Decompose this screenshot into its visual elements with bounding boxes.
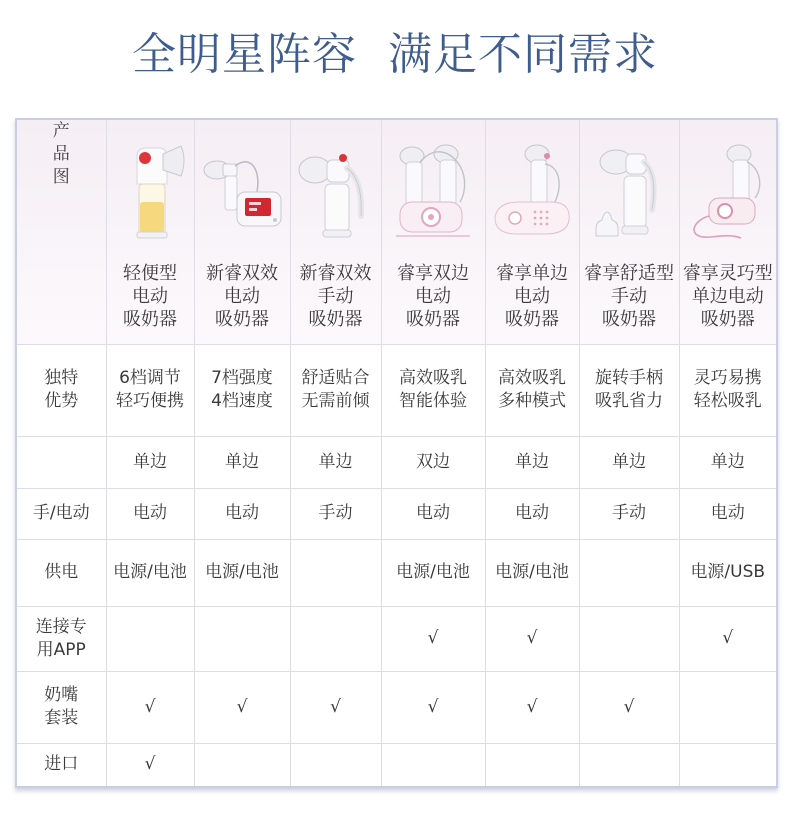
advantage-line: 高效吸乳 <box>498 368 566 388</box>
product-name-line: 电动 <box>415 286 451 307</box>
single-electric-breast-pump-icon <box>489 140 575 244</box>
side-type-cell: 单边 <box>106 436 194 488</box>
product-column-2 <box>194 120 290 344</box>
product-name-line: 电动 <box>514 286 550 307</box>
advantage-line: 轻巧便携 <box>116 391 184 411</box>
power-supply-cell: 电源/电池 <box>381 539 485 606</box>
product-name-line: 睿享舒适型 <box>584 263 674 284</box>
product-name-line: 单边电动 <box>691 286 764 307</box>
product-name-line: 电动 <box>224 286 260 307</box>
row-label-line: 用APP <box>36 639 86 660</box>
app-connect-cell <box>290 606 381 671</box>
power-supply-cell: 电源/电池 <box>485 539 579 606</box>
check-mark: √ <box>485 606 579 671</box>
advantage-line: 4档速度 <box>211 391 273 411</box>
imported-cell <box>485 743 579 786</box>
check-mark: √ <box>381 606 485 671</box>
advantage-line: 旋转手柄 <box>595 368 663 388</box>
imported-cell <box>194 743 290 786</box>
row-label-product-image <box>17 120 106 344</box>
advantage-cell <box>679 344 776 436</box>
lightweight-electric-breast-pump-icon <box>107 140 193 244</box>
product-name <box>382 262 485 331</box>
dual-effect-manual-breast-pump-icon <box>293 140 379 244</box>
product-name-line: 吸奶器 <box>505 309 559 330</box>
product-column-6 <box>579 120 679 344</box>
power-supply-cell: 电源/USB <box>679 539 776 606</box>
imported-cell <box>290 743 381 786</box>
drive-type-cell: 电动 <box>194 488 290 539</box>
product-name-line: 睿享单边 <box>496 263 568 284</box>
product-name-line: 手动 <box>317 286 354 307</box>
check-mark: √ <box>381 671 485 743</box>
imported-row <box>17 743 776 786</box>
product-name-line: 吸奶器 <box>602 309 656 330</box>
check-mark: √ <box>106 743 194 786</box>
product-name-line: 吸奶器 <box>123 309 177 330</box>
check-mark: √ <box>106 671 194 743</box>
product-name <box>195 262 290 331</box>
product-column-7 <box>679 120 776 344</box>
product-column-5 <box>485 120 579 344</box>
nipple-set-row <box>17 671 776 743</box>
row-label-power-supply <box>17 539 106 606</box>
row-label-imported <box>17 743 106 786</box>
imported-cell <box>679 743 776 786</box>
product-name-line: 手动 <box>611 286 647 307</box>
product-column-1 <box>106 120 194 344</box>
product-name <box>291 262 381 331</box>
imported-cell <box>579 743 679 786</box>
row-label-line: 图 <box>52 167 70 187</box>
row-label-line: 产 <box>52 121 70 141</box>
drive-type-cell: 手动 <box>579 488 679 539</box>
product-name-line: 吸奶器 <box>308 309 363 330</box>
row-label-line: 套装 <box>44 708 79 728</box>
advantage-cell <box>106 344 194 436</box>
dual-effect-electric-breast-pump-icon <box>199 140 285 244</box>
app-connect-cell <box>579 606 679 671</box>
side-type-cell: 双边 <box>381 436 485 488</box>
product-name <box>680 262 777 331</box>
side-type-cell: 单边 <box>485 436 579 488</box>
comparison-table <box>17 120 776 786</box>
comfort-manual-breast-pump-icon <box>586 140 672 244</box>
advantage-line: 7档强度 <box>211 368 273 388</box>
page-title: 全明星阵容 满足不同需求 <box>132 29 658 80</box>
advantage-cell <box>290 344 381 436</box>
drive-type-row <box>17 488 776 539</box>
row-label-nipple-set <box>17 671 106 743</box>
advantage-line: 舒适贴合 <box>301 368 370 388</box>
product-image-row <box>17 120 776 344</box>
power-supply-cell <box>290 539 381 606</box>
app-connect-cell <box>106 606 194 671</box>
product-name <box>580 262 679 331</box>
row-label-line: 品 <box>52 144 70 164</box>
app-connect-cell <box>194 606 290 671</box>
advantage-cell <box>579 344 679 436</box>
check-mark: √ <box>679 606 776 671</box>
product-name-line: 电动 <box>132 286 168 307</box>
row-label-drive-type <box>17 488 106 539</box>
row-label-advantage <box>17 344 106 436</box>
advantage-line: 吸乳省力 <box>595 391 663 411</box>
side-type-cell: 单边 <box>579 436 679 488</box>
side-type-row <box>17 436 776 488</box>
product-name <box>107 262 194 331</box>
comparison-table-frame <box>15 118 778 788</box>
drive-type-cell: 电动 <box>679 488 776 539</box>
side-type-cell: 单边 <box>194 436 290 488</box>
row-label-line: 奶嘴 <box>44 685 79 705</box>
power-supply-cell: 电源/电池 <box>106 539 194 606</box>
advantage-line: 灵巧易携 <box>693 368 762 388</box>
advantage-line: 轻松吸乳 <box>693 391 762 411</box>
check-mark: √ <box>485 671 579 743</box>
product-name-line: 新睿双效 <box>299 263 372 284</box>
row-label-app-connect <box>17 606 106 671</box>
product-name-line: 睿享灵巧型 <box>682 263 773 284</box>
check-mark: √ <box>194 671 290 743</box>
product-name-line: 吸奶器 <box>700 309 755 330</box>
advantage-cell <box>485 344 579 436</box>
advantage-line: 多种模式 <box>498 391 566 411</box>
product-name-line: 轻便型 <box>123 263 177 284</box>
nipple-set-cell <box>679 671 776 743</box>
side-type-cell: 单边 <box>679 436 776 488</box>
drive-type-cell: 电动 <box>106 488 194 539</box>
product-name-line: 睿享双边 <box>397 263 469 284</box>
row-label-line: 进口 <box>44 754 79 775</box>
product-name-line: 新睿双效 <box>206 263 278 284</box>
product-column-3 <box>290 120 381 344</box>
row-label-line: 供电 <box>44 562 79 582</box>
row-label-line: 独特 <box>44 368 79 388</box>
check-mark: √ <box>579 671 679 743</box>
row-label-line: 优势 <box>44 391 79 411</box>
advantage-line: 智能体验 <box>399 391 467 411</box>
app-connect-row <box>17 606 776 671</box>
drive-type-cell: 手动 <box>290 488 381 539</box>
double-electric-breast-pump-icon <box>390 140 476 244</box>
power-supply-row <box>17 539 776 606</box>
advantage-cell <box>381 344 485 436</box>
advantage-line: 无需前倾 <box>301 391 370 411</box>
imported-cell <box>381 743 485 786</box>
check-mark: √ <box>290 671 381 743</box>
row-label-line: 连接专 <box>35 616 87 637</box>
compact-electric-breast-pump-icon <box>685 140 771 244</box>
advantage-line: 高效吸乳 <box>399 368 467 388</box>
power-supply-cell <box>579 539 679 606</box>
product-column-4 <box>381 120 485 344</box>
row-label-blank <box>17 436 106 488</box>
advantage-line: 6档调节 <box>119 368 181 388</box>
advantage-cell <box>194 344 290 436</box>
advantage-row <box>17 344 776 436</box>
drive-type-cell: 电动 <box>485 488 579 539</box>
product-name <box>486 262 579 331</box>
product-name-line: 吸奶器 <box>406 309 460 330</box>
row-label-line: 手/电动 <box>32 503 90 523</box>
power-supply-cell: 电源/电池 <box>194 539 290 606</box>
side-type-cell: 单边 <box>290 436 381 488</box>
drive-type-cell: 电动 <box>381 488 485 539</box>
product-name-line: 吸奶器 <box>215 309 269 330</box>
